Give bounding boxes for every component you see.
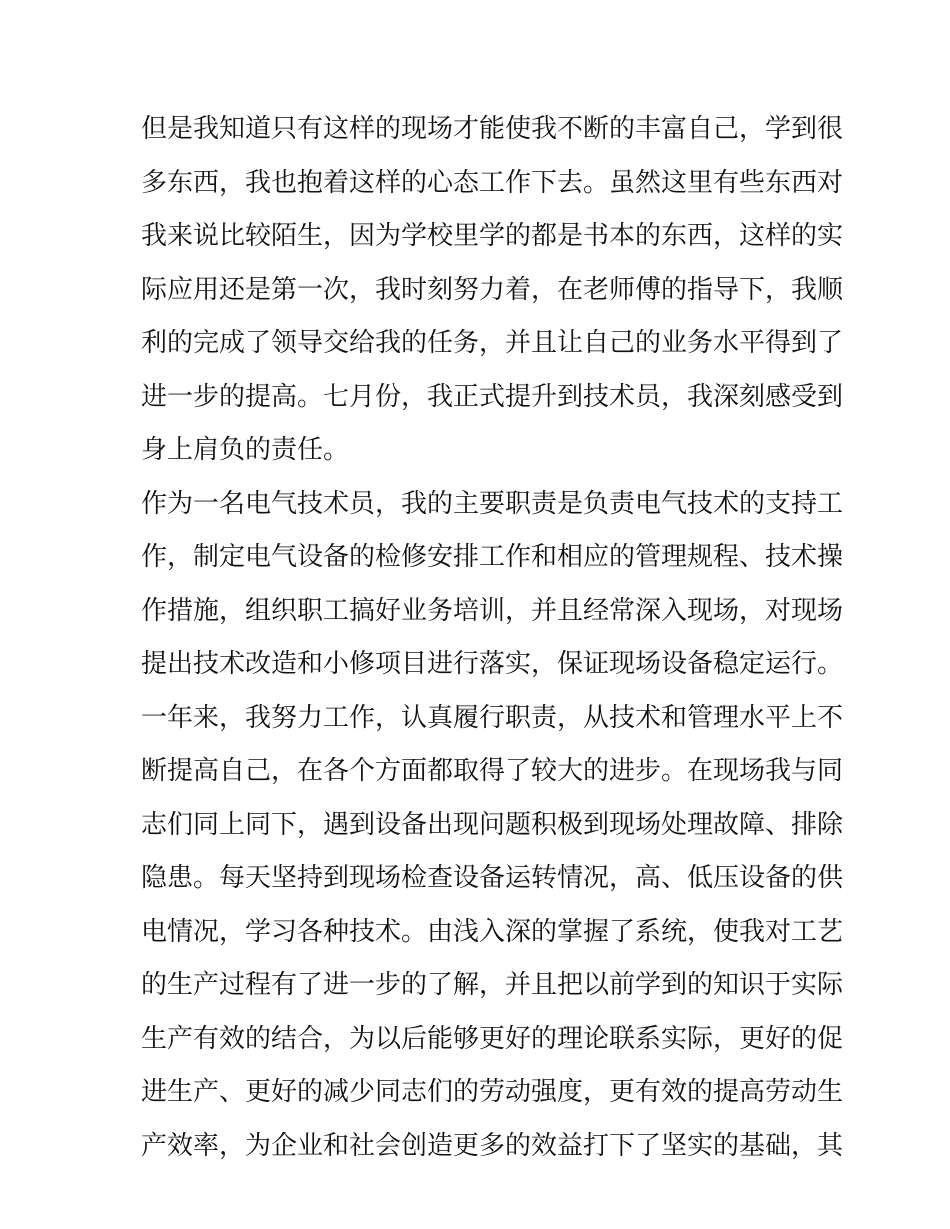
text-line: 我来说比较陌生，因为学校里学的都是书本的东西，这样的实: [141, 221, 844, 251]
text-line: 断提高自己，在各个方面都取得了较大的进步。在现场我与同: [141, 756, 844, 786]
text-line: 作，制定电气设备的检修安排工作和相应的管理规程、技术操: [141, 542, 844, 572]
text-line: 但是我知道只有这样的现场才能使我不断的丰富自己，学到很: [141, 114, 844, 144]
text-line: 提出技术改造和小修项目进行落实，保证现场设备稳定运行。: [141, 649, 844, 679]
text-line: 多东西，我也抱着这样的心态工作下去。虽然这里有些东西对: [141, 167, 844, 198]
text-line: 电情况，学习各种技术。由浅入深的掌握了系统，使我对工艺: [141, 916, 844, 947]
text-line: 一年来，我努力工作，认真履行职责，从技术和管理水平上不: [141, 702, 844, 733]
text-line: 身上肩负的责任。: [141, 435, 350, 465]
text-line: 作为一名电气技术员，我的主要职责是负责电气技术的支持工: [141, 488, 844, 519]
text-line: 作措施，组织职工搞好业务培训，并且经常深入现场，对现场: [141, 595, 844, 626]
text-line: 产效率，为企业和社会创造更多的效益打下了坚实的基础，其: [141, 1130, 844, 1161]
text-line: 利的完成了领导交给我的任务，并且让自己的业务水平得到了: [141, 328, 844, 358]
text-line: 隐患。每天坚持到现场检查设备运转情况，高、低压设备的供: [141, 863, 844, 893]
text-line: 生产有效的结合，为以后能够更好的理论联系实际，更好的促: [141, 1023, 844, 1054]
text-line: 志们同上同下，遇到设备出现问题积极到现场处理故障、排除: [141, 809, 844, 840]
text-line: 的生产过程有了进一步的了解，并且把以前学到的知识于实际: [141, 970, 844, 1000]
body-text: [141, 103, 844, 1173]
text-line: 进生产、更好的减少同志们的劳动强度，更有效的提高劳动生: [141, 1077, 844, 1107]
text-line: 际应用还是第一次，我时刻努力着，在老师傅的指导下，我顺: [141, 274, 844, 305]
text-line: 进一步的提高。七月份，我正式提升到技术员，我深刻感受到: [141, 381, 844, 412]
